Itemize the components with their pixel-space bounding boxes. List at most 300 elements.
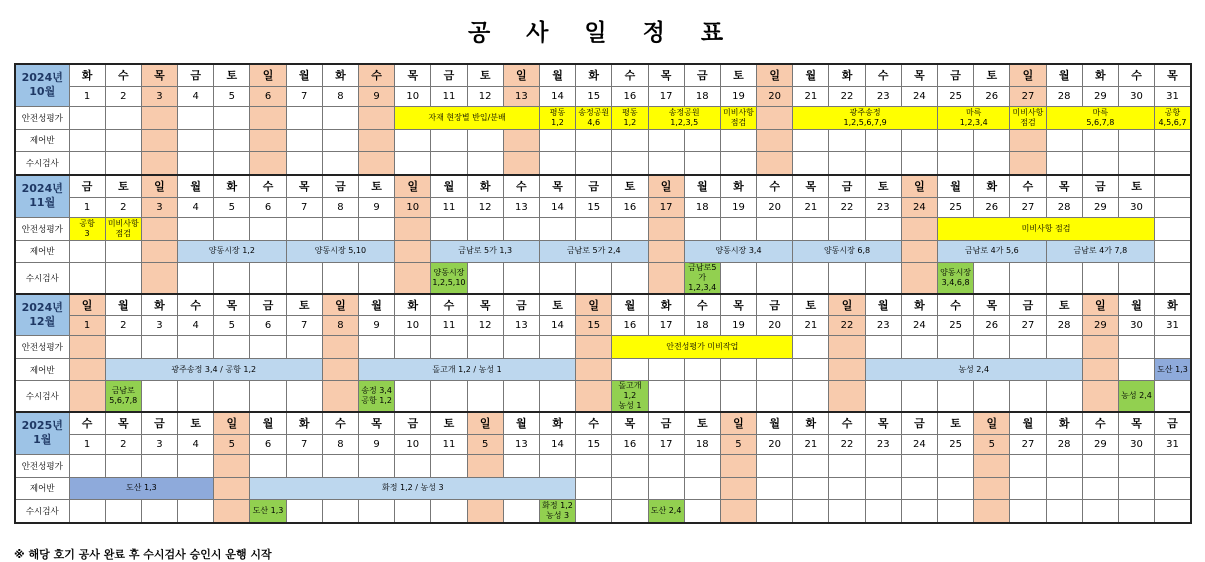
empty-cell [793,129,829,151]
empty-cell [359,106,395,129]
date-cell: 19 [720,197,756,217]
control-event: 양동시장 5,10 [286,240,395,262]
empty-cell [938,454,974,477]
date-cell: 2 [105,434,141,454]
date-cell: 22 [829,86,865,106]
empty-cell [648,454,684,477]
empty-cell [901,129,937,151]
empty-cell [1010,381,1046,413]
date-cell: 7 [286,316,322,336]
date-cell: 25 [938,434,974,454]
weekday-cell: 토 [793,294,829,316]
date-cell: 16 [612,434,648,454]
empty-cell [431,129,467,151]
empty-cell [431,381,467,413]
weekday-cell: 일 [395,175,431,197]
empty-cell [1046,151,1082,175]
weekday-cell: 목 [105,412,141,434]
date-cell: 12 [467,86,503,106]
empty-cell [757,359,793,381]
empty-cell [901,454,937,477]
empty-cell [865,151,901,175]
empty-cell [1155,499,1191,523]
empty-cell [1155,454,1191,477]
weekday-cell: 월 [359,294,395,316]
weekday-cell: 일 [757,64,793,86]
date-cell: 4 [178,86,214,106]
row-label-control: 제어반 [15,240,69,262]
empty-cell [69,336,105,359]
date-cell: 21 [793,86,829,106]
date-cell: 19 [720,316,756,336]
empty-cell [648,217,684,240]
empty-cell [250,262,286,294]
empty-cell [829,217,865,240]
date-cell: 4 [178,316,214,336]
date-cell: 11 [431,86,467,106]
empty-cell [69,262,105,294]
date-cell: 23 [865,434,901,454]
weekday-cell: 화 [1046,412,1082,434]
empty-cell [1155,129,1191,151]
weekday-cell: 목 [793,175,829,197]
empty-cell [865,336,901,359]
empty-cell [720,151,756,175]
date-cell: 23 [865,86,901,106]
date-cell: 3 [141,316,177,336]
empty-cell [214,129,250,151]
empty-cell [938,129,974,151]
weekday-cell: 수 [1082,412,1118,434]
date-cell: 29 [1082,316,1118,336]
weekday-cell: 화 [901,294,937,316]
empty-cell [322,359,358,381]
weekday-cell: 목 [467,294,503,316]
weekday-cell: 일 [467,412,503,434]
empty-cell [793,262,829,294]
empty-cell [1118,499,1154,523]
empty-cell [250,151,286,175]
empty-cell [684,499,720,523]
date-cell: 25 [938,197,974,217]
empty-cell [974,262,1010,294]
weekday-cell: 월 [105,294,141,316]
empty-cell [69,240,105,262]
weekday-cell: 목 [539,175,575,197]
weekday-cell: 일 [503,64,539,86]
date-cell: 1 [69,86,105,106]
date-cell: 18 [684,197,720,217]
date-cell: 9 [359,197,395,217]
weekday-cell: 토 [431,412,467,434]
date-cell: 11 [431,316,467,336]
empty-cell [286,151,322,175]
date-cell: 20 [757,197,793,217]
date-cell: 20 [757,434,793,454]
empty-cell [69,454,105,477]
empty-cell [684,129,720,151]
empty-cell [938,381,974,413]
weekday-cell: 수 [178,294,214,316]
weekday-cell: 일 [1010,64,1046,86]
empty-cell [286,499,322,523]
date-cell: 28 [1046,86,1082,106]
date-cell: 29 [1082,86,1118,106]
empty-cell [503,217,539,240]
date-cell: 7 [286,197,322,217]
row-label-safety: 안전성평가 [15,106,69,129]
empty-cell [214,477,250,499]
empty-cell [684,151,720,175]
empty-cell [69,151,105,175]
empty-cell [793,381,829,413]
empty-cell [757,499,793,523]
weekday-cell: 목 [720,294,756,316]
empty-cell [829,477,865,499]
month-header: 2024년 12월 [15,294,69,336]
empty-cell [648,240,684,262]
empty-cell [938,477,974,499]
empty-cell [1082,454,1118,477]
date-cell: 20 [757,316,793,336]
empty-cell [829,151,865,175]
safety-event: 평동 1,2 [539,106,575,129]
empty-cell [539,217,575,240]
empty-cell [648,477,684,499]
control-event: 금남로 5가 1,3 [431,240,540,262]
date-cell: 28 [1046,197,1082,217]
empty-cell [1118,129,1154,151]
weekday-cell: 목 [359,412,395,434]
empty-cell [1118,262,1154,294]
empty-cell [214,106,250,129]
date-cell: 18 [684,434,720,454]
row-label-safety: 안전성평가 [15,336,69,359]
date-cell: 29 [1082,434,1118,454]
weekday-cell: 화 [214,175,250,197]
empty-cell [69,129,105,151]
date-cell: 17 [648,197,684,217]
weekday-cell: 월 [431,175,467,197]
empty-cell [684,381,720,413]
weekday-cell: 화 [1082,64,1118,86]
weekday-cell: 금 [69,175,105,197]
empty-cell [1046,129,1082,151]
empty-cell [467,499,503,523]
empty-cell [359,262,395,294]
page-title: 공 사 일 정 표 [467,20,738,46]
weekday-cell: 목 [141,64,177,86]
empty-cell [178,336,214,359]
weekday-cell: 토 [684,412,720,434]
date-cell: 30 [1118,86,1154,106]
date-cell: 6 [250,86,286,106]
date-cell: 17 [648,86,684,106]
empty-cell [141,454,177,477]
empty-cell [576,359,612,381]
date-cell [1155,197,1191,217]
weekday-cell: 수 [576,412,612,434]
empty-cell [105,151,141,175]
weekday-cell: 토 [214,64,250,86]
inspect-event: 화정 1,2 농성 3 [539,499,575,523]
date-cell: 22 [829,316,865,336]
empty-cell [359,151,395,175]
empty-cell [395,129,431,151]
weekday-cell: 화 [286,412,322,434]
weekday-cell: 수 [757,175,793,197]
empty-cell [69,106,105,129]
safety-event: 미비사항 점검 [938,217,1155,240]
weekday-cell: 목 [395,64,431,86]
weekday-cell: 일 [901,175,937,197]
weekday-cell: 수 [865,64,901,86]
empty-cell [576,262,612,294]
empty-cell [359,499,395,523]
empty-cell [214,217,250,240]
empty-cell [359,129,395,151]
date-cell: 8 [322,197,358,217]
weekday-cell: 수 [1010,175,1046,197]
date-cell: 27 [1010,197,1046,217]
empty-cell [322,381,358,413]
date-cell: 24 [901,86,937,106]
empty-cell [684,359,720,381]
date-cell: 30 [1118,316,1154,336]
weekday-cell: 화 [974,175,1010,197]
empty-cell [612,129,648,151]
empty-cell [1046,336,1082,359]
empty-cell [793,217,829,240]
weekday-cell: 금 [576,175,612,197]
weekday-cell: 일 [576,294,612,316]
empty-cell [1010,151,1046,175]
weekday-cell: 금 [757,294,793,316]
date-cell: 14 [539,316,575,336]
weekday-cell: 일 [214,412,250,434]
empty-cell [1082,381,1118,413]
empty-cell [612,477,648,499]
weekday-cell: 금 [395,412,431,434]
weekday-cell: 목 [286,175,322,197]
date-cell: 17 [648,434,684,454]
empty-cell [901,499,937,523]
empty-cell [793,151,829,175]
empty-cell [865,454,901,477]
empty-cell [576,454,612,477]
weekday-cell: 금 [1082,175,1118,197]
weekday-cell: 화 [69,64,105,86]
weekday-cell: 금 [684,64,720,86]
empty-cell [648,262,684,294]
empty-cell [322,106,358,129]
weekday-cell: 수 [829,412,865,434]
empty-cell [141,262,177,294]
date-cell: 5 [214,434,250,454]
empty-cell [974,381,1010,413]
empty-cell [250,336,286,359]
empty-cell [322,217,358,240]
empty-cell [938,336,974,359]
date-cell: 23 [865,316,901,336]
empty-cell [286,217,322,240]
weekday-cell: 화 [829,64,865,86]
empty-cell [359,336,395,359]
safety-event: 미비사항 점검 [720,106,756,129]
empty-cell [178,381,214,413]
date-cell: 28 [1046,434,1082,454]
control-event: 도산 1,3 [1155,359,1191,381]
empty-cell [1010,262,1046,294]
empty-cell [1082,151,1118,175]
weekday-cell: 월 [1010,412,1046,434]
weekday-cell: 월 [938,175,974,197]
weekday-cell: 토 [539,294,575,316]
date-cell: 27 [1010,434,1046,454]
weekday-cell: 수 [69,412,105,434]
weekday-cell: 수 [684,294,720,316]
date-cell: 5 [214,197,250,217]
empty-cell [829,336,865,359]
empty-cell [431,151,467,175]
empty-cell [141,499,177,523]
empty-cell [178,262,214,294]
empty-cell [539,262,575,294]
weekday-cell: 월 [612,294,648,316]
weekday-cell: 화 [539,412,575,434]
row-label-inspect: 수시검사 [15,381,69,413]
weekday-cell: 금 [141,412,177,434]
date-cell: 26 [974,316,1010,336]
empty-cell [539,336,575,359]
date-cell: 6 [250,197,286,217]
safety-event: 평동 1,2 [612,106,648,129]
empty-cell [612,217,648,240]
empty-cell [1010,336,1046,359]
weekday-cell: 월 [865,294,901,316]
date-cell: 2 [105,316,141,336]
weekday-cell: 월 [178,175,214,197]
date-cell: 1 [69,434,105,454]
safety-event: 공항 3 [69,217,105,240]
empty-cell [612,151,648,175]
weekday-cell: 화 [1155,294,1191,316]
empty-cell [793,499,829,523]
weekday-cell: 토 [467,64,503,86]
empty-cell [539,381,575,413]
empty-cell [1010,499,1046,523]
empty-cell [467,454,503,477]
empty-cell [793,454,829,477]
empty-cell [286,262,322,294]
empty-cell [1082,129,1118,151]
empty-cell [1082,262,1118,294]
empty-cell [141,381,177,413]
row-label-control: 제어반 [15,477,69,499]
empty-cell [539,129,575,151]
month-header: 2024년 11월 [15,175,69,217]
weekday-cell: 금 [901,412,937,434]
empty-cell [1155,262,1191,294]
weekday-cell: 금 [648,412,684,434]
empty-cell [1118,454,1154,477]
empty-cell [720,262,756,294]
weekday-cell: 수 [1118,64,1154,86]
control-event: 금남로 4가 7,8 [1046,240,1155,262]
empty-cell [105,240,141,262]
empty-cell [938,151,974,175]
weekday-cell: 금 [178,64,214,86]
empty-cell [322,454,358,477]
empty-cell [648,381,684,413]
date-cell: 25 [938,86,974,106]
date-cell: 7 [286,434,322,454]
empty-cell [1010,129,1046,151]
date-cell: 2 [105,197,141,217]
weekday-cell: 화 [648,294,684,316]
empty-cell [829,381,865,413]
empty-cell [974,129,1010,151]
empty-cell [612,262,648,294]
date-cell: 5 [974,434,1010,454]
empty-cell [467,336,503,359]
weekday-cell: 금 [938,64,974,86]
empty-cell [1118,336,1154,359]
empty-cell [395,151,431,175]
row-label-inspect: 수시검사 [15,499,69,523]
date-cell: 18 [684,86,720,106]
empty-cell [141,336,177,359]
empty-cell [829,359,865,381]
weekday-cell: 토 [720,64,756,86]
empty-cell [757,106,793,129]
date-cell: 11 [431,434,467,454]
empty-cell [503,129,539,151]
empty-cell [214,454,250,477]
inspect-event: 양동시장 3,4,6,8 [938,262,974,294]
date-cell: 11 [431,197,467,217]
weekday-cell: 목 [865,412,901,434]
weekday-cell: 목 [612,412,648,434]
safety-event: 자재 현장별 반입/분배 [395,106,540,129]
empty-cell [395,262,431,294]
empty-cell [503,336,539,359]
empty-cell [250,381,286,413]
safety-event: 송정공원 4,6 [576,106,612,129]
weekday-cell: 수 [250,175,286,197]
weekday-cell: 수 [431,294,467,316]
weekday-cell: 화 [576,64,612,86]
empty-cell [322,262,358,294]
empty-cell [576,336,612,359]
date-cell: 22 [829,434,865,454]
empty-cell [720,477,756,499]
weekday-cell: 월 [503,412,539,434]
date-cell: 31 [1155,316,1191,336]
weekday-cell: 토 [974,64,1010,86]
date-cell: 4 [178,434,214,454]
date-cell: 1 [69,197,105,217]
empty-cell [576,217,612,240]
empty-cell [612,359,648,381]
empty-cell [286,454,322,477]
safety-event: 미비사항 점검 [105,217,141,240]
empty-cell [576,151,612,175]
control-event: 돌고개 1,2 / 농성 1 [359,359,576,381]
empty-cell [720,217,756,240]
date-cell: 5 [214,86,250,106]
date-cell: 7 [286,86,322,106]
